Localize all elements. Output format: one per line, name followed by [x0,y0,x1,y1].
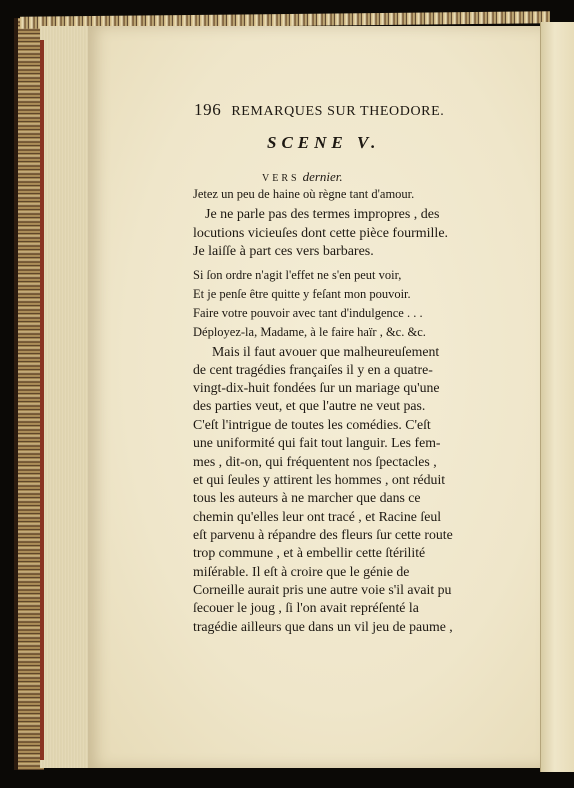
paragraph2-line: et qui ſeules y attirent les hommes , ont réduit [193,472,446,487]
vers-label [262,169,343,185]
red-page-edge [40,40,44,760]
scene-title: SCENE V. [267,133,381,152]
verse-line: Faire votre pouvoir avec tant d'indulgence . . . [193,306,423,320]
paragraph1-line: Je ne parle pas des termes impropres , des [205,207,440,222]
verse-line: Et je penſe être quitte y feſant mon pouvoir. [193,287,411,301]
paragraph2-line: tragédie ailleurs que dans un vil jeu de paume , [193,619,453,634]
verse-line: Déployez-la, Madame, à le faire haïr , &c. &c. [193,325,426,339]
paragraph2-line: tous les auteurs à ne marcher que dans ce [193,490,421,505]
verse-line: Si ſon ordre n'agit l'effet ne s'en peut voir, [193,268,402,282]
vers-prefix: VERS [262,173,300,184]
paragraph1-line: locutions vicieuſes dont cette pièce fourmille. [193,226,449,241]
running-header [194,100,444,120]
paragraph2-line: des parties veut, et que l'autre ne veut pas. [193,398,426,413]
vers-suffix: dernier. [302,169,343,184]
next-page-edge [540,22,574,772]
paragraph2-line: ſecouer le joug , ſi l'on avait repréſenté la [193,600,419,615]
paragraph1-line: Je laiſſe à part ces vers barbares. [193,244,374,259]
running-title: REMARQUES SUR THEODORE. [231,104,445,119]
paragraph2-line: trop commune , et à embellir cette ſtérilité [193,545,426,560]
page-stack-edge [40,26,94,768]
paragraph2-line: Mais il faut avouer que malheureuſement [212,344,440,359]
paragraph2-line: de cent tragédies françaiſes il y en a quatre- [193,362,433,377]
paragraph2-line: miſérable. Il eſt à croire que le génie de [193,564,410,579]
paragraph2-line: eſt parvenu à répandre des fleurs ſur cette route [193,527,453,542]
paragraph2-line: vingt-dix-huit fondées ſur un mariage qu'une [193,380,440,395]
paragraph2-line: C'eſt l'intrigue de toutes les comédies. C'eſt [193,417,431,432]
paragraph2-line: une uniformité qui fait tout languir. Les fem- [193,435,441,450]
page-number: 196 [194,100,222,119]
paragraph2-line: mes , dit-on, qui fréquentent nos ſpectacles , [193,454,437,469]
paragraph2-line: Corneille aurait pris une autre voie s'il avait pu [193,582,452,597]
first-quote: Jetez un peu de haine où règne tant d'amour. [193,187,415,201]
paragraph2-line: chemin qu'elles leur ont tracé , et Racine ſeul [193,509,442,524]
